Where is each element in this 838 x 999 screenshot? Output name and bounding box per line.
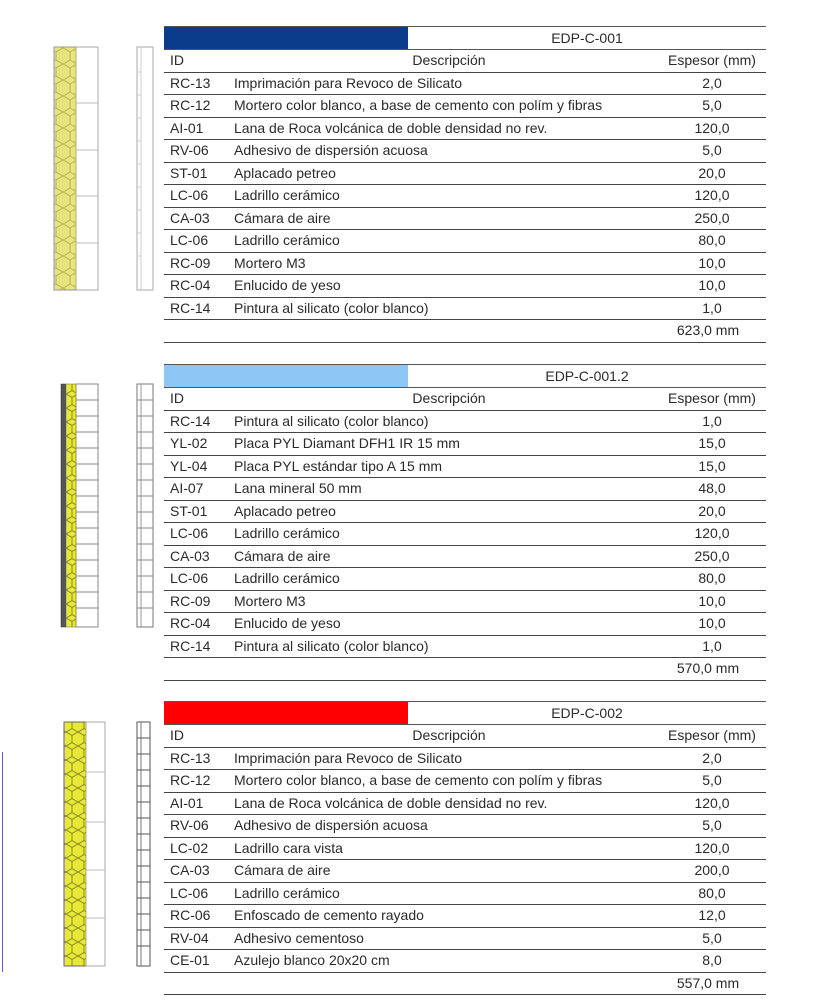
column-description: Descripción (412, 727, 486, 743)
row-description: Ladrillo cerámico (234, 187, 340, 203)
table-row (164, 118, 766, 141)
row-description: Ladrillo cara vista (234, 839, 343, 856)
row-id: RC-14 (170, 299, 211, 316)
row-id: RC-04 (170, 277, 211, 293)
row-description: Azulejo blanco 20x20 cm (234, 952, 390, 968)
row-thickness: 120,0 (694, 187, 730, 203)
row-id: RC-06 (170, 907, 211, 923)
wall-section-2 (0, 338, 838, 676)
total-row (164, 973, 766, 996)
row-description: Ladrillo cerámico (234, 570, 340, 586)
row-description: Ladrillo cerámico (234, 525, 340, 541)
row-id: YL-04 (170, 457, 208, 474)
row-description: Placa PYL estándar tipo A 15 mm (234, 457, 443, 474)
row-description: Ladrillo cerámico (234, 232, 340, 248)
column-thickness: Espesor (mm) (668, 390, 756, 406)
row-id: AI-01 (170, 794, 204, 811)
row-description: Mortero color blanco, a base de cemento con polím y fibras (234, 772, 603, 788)
row-description: Imprimación para Revoco de Silicato (234, 749, 462, 766)
row-thickness: 10,0 (698, 615, 726, 631)
row-thickness: 15,0 (698, 457, 726, 474)
spec-header (164, 701, 766, 725)
table-row (164, 815, 766, 838)
spec-code: EDP-C-002 (551, 705, 623, 721)
row-description: Pintura al silicato (color blanco) (234, 637, 429, 654)
wall-section-1 (0, 0, 838, 338)
row-id: RC-14 (170, 412, 211, 429)
row-thickness: 120,0 (694, 794, 730, 811)
row-id: CE-01 (170, 952, 210, 968)
row-id: CA-03 (170, 209, 210, 226)
spec-table-2 (164, 364, 766, 681)
table-row (164, 208, 766, 231)
row-id: ST-01 (170, 164, 208, 181)
column-id: ID (170, 727, 184, 743)
table-row (164, 253, 766, 276)
row-id: RC-12 (170, 97, 211, 113)
row-description: Pintura al silicato (color blanco) (234, 299, 429, 316)
table-row (164, 95, 766, 118)
row-thickness: 250,0 (694, 547, 730, 564)
color-swatch (164, 365, 408, 387)
table-row (164, 433, 766, 456)
row-description: Lana de Roca volcánica de doble densidad no rev. (234, 794, 548, 811)
column-description: Descripción (412, 52, 486, 68)
row-description: Enlucido de yeso (234, 277, 341, 293)
row-thickness: 1,0 (702, 299, 722, 316)
wall-section-diagram-3 (0, 676, 160, 999)
table-row (164, 770, 766, 793)
row-id: RC-09 (170, 592, 211, 609)
row-description: Enlucido de yeso (234, 615, 341, 631)
row-description: Ladrillo cerámico (234, 884, 340, 901)
row-id: RC-04 (170, 615, 211, 631)
row-description: Mortero M3 (234, 592, 306, 609)
color-swatch (164, 702, 408, 724)
row-thickness: 120,0 (694, 119, 730, 136)
row-id: RV-06 (170, 142, 209, 158)
row-description: Placa PYL Diamant DFH1 IR 15 mm (234, 435, 460, 451)
row-thickness: 120,0 (694, 839, 730, 856)
column-description: Descripción (412, 390, 486, 406)
table-row (164, 501, 766, 524)
table-row (164, 140, 766, 163)
row-id: RC-13 (170, 749, 211, 766)
row-thickness: 80,0 (698, 884, 726, 901)
table-row (164, 793, 766, 816)
row-id: RV-04 (170, 929, 209, 946)
table-row (164, 748, 766, 771)
row-thickness: 250,0 (694, 209, 730, 226)
row-thickness: 20,0 (698, 164, 726, 181)
row-description: Cámara de aire (234, 862, 331, 878)
total-thickness: 623,0 mm (676, 322, 740, 338)
row-thickness: 2,0 (702, 74, 722, 91)
row-description: Adhesivo de dispersión acuosa (234, 142, 428, 158)
table-row (164, 456, 766, 479)
row-thickness: 5,0 (702, 772, 722, 788)
table-row (164, 613, 766, 636)
table-row (164, 591, 766, 614)
row-description: Adhesivo cementoso (234, 929, 364, 946)
table-row (164, 838, 766, 861)
row-description: Aplacado petreo (234, 164, 336, 181)
table-row (164, 860, 766, 883)
row-description: Lana mineral 50 mm (234, 480, 362, 496)
wall-section-3 (0, 676, 838, 999)
row-id: LC-06 (170, 570, 209, 586)
row-description: Mortero color blanco, a base de cemento con polím y fibras (234, 97, 603, 113)
spec-header (164, 26, 766, 50)
table-row (164, 523, 766, 546)
row-id: RC-13 (170, 74, 211, 91)
row-id: RC-14 (170, 637, 211, 654)
table-row (164, 950, 766, 973)
row-thickness: 5,0 (702, 817, 722, 833)
spec-table-1 (164, 26, 766, 343)
wall-section-diagram-1 (0, 0, 160, 335)
row-thickness: 1,0 (702, 412, 722, 429)
row-thickness: 5,0 (702, 142, 722, 158)
row-id: ST-01 (170, 502, 208, 519)
table-row (164, 298, 766, 321)
spec-table-3 (164, 701, 766, 995)
row-thickness: 20,0 (698, 502, 726, 519)
table-row (164, 905, 766, 928)
row-id: LC-06 (170, 525, 209, 541)
row-thickness: 2,0 (702, 749, 722, 766)
table-row (164, 275, 766, 298)
row-id: AI-01 (170, 119, 204, 136)
row-id: CA-03 (170, 862, 210, 878)
row-thickness: 12,0 (698, 907, 726, 923)
row-description: Adhesivo de dispersión acuosa (234, 817, 428, 833)
table-row (164, 185, 766, 208)
row-id: YL-02 (170, 435, 208, 451)
row-id: RC-12 (170, 772, 211, 788)
wall-section-diagram-2 (0, 338, 160, 673)
row-id: LC-06 (170, 187, 209, 203)
column-id: ID (170, 52, 184, 68)
column-header-row (164, 725, 766, 748)
column-thickness: Espesor (mm) (668, 52, 756, 68)
table-row (164, 546, 766, 569)
table-row (164, 478, 766, 501)
table-row (164, 928, 766, 951)
table-row (164, 73, 766, 96)
row-description: Cámara de aire (234, 547, 331, 564)
row-thickness: 5,0 (702, 97, 722, 113)
row-thickness: 80,0 (698, 232, 726, 248)
row-thickness: 10,0 (698, 277, 726, 293)
row-description: Pintura al silicato (color blanco) (234, 412, 429, 429)
row-id: AI-07 (170, 480, 204, 496)
column-header-row (164, 50, 766, 73)
row-thickness: 80,0 (698, 570, 726, 586)
row-thickness: 48,0 (698, 480, 726, 496)
table-row (164, 411, 766, 434)
color-swatch (164, 27, 408, 49)
table-row (164, 568, 766, 591)
row-id: LC-06 (170, 232, 209, 248)
row-id: LC-06 (170, 884, 209, 901)
column-header-row (164, 388, 766, 411)
spec-code: EDP-C-001 (551, 30, 623, 46)
total-thickness: 570,0 mm (676, 660, 740, 676)
column-thickness: Espesor (mm) (668, 727, 756, 743)
table-row (164, 163, 766, 186)
row-description: Enfoscado de cemento rayado (234, 907, 424, 923)
spec-header (164, 364, 766, 388)
column-id: ID (170, 390, 184, 406)
row-thickness: 8,0 (702, 952, 722, 968)
row-thickness: 1,0 (702, 637, 722, 654)
row-description: Lana de Roca volcánica de doble densidad no rev. (234, 119, 548, 136)
row-description: Aplacado petreo (234, 502, 336, 519)
row-id: RC-09 (170, 254, 211, 271)
total-thickness: 557,0 mm (676, 974, 740, 991)
row-description: Cámara de aire (234, 209, 331, 226)
row-thickness: 200,0 (694, 862, 730, 878)
spec-code: EDP-C-001.2 (545, 368, 629, 384)
row-thickness: 10,0 (698, 592, 726, 609)
row-thickness: 5,0 (702, 929, 722, 946)
row-id: LC-02 (170, 839, 209, 856)
table-row (164, 883, 766, 906)
row-description: Imprimación para Revoco de Silicato (234, 74, 462, 91)
row-description: Mortero M3 (234, 254, 306, 271)
row-id: CA-03 (170, 547, 210, 564)
table-row (164, 636, 766, 659)
row-id: RV-06 (170, 817, 209, 833)
row-thickness: 10,0 (698, 254, 726, 271)
row-thickness: 120,0 (694, 525, 730, 541)
row-thickness: 15,0 (698, 435, 726, 451)
table-row (164, 230, 766, 253)
